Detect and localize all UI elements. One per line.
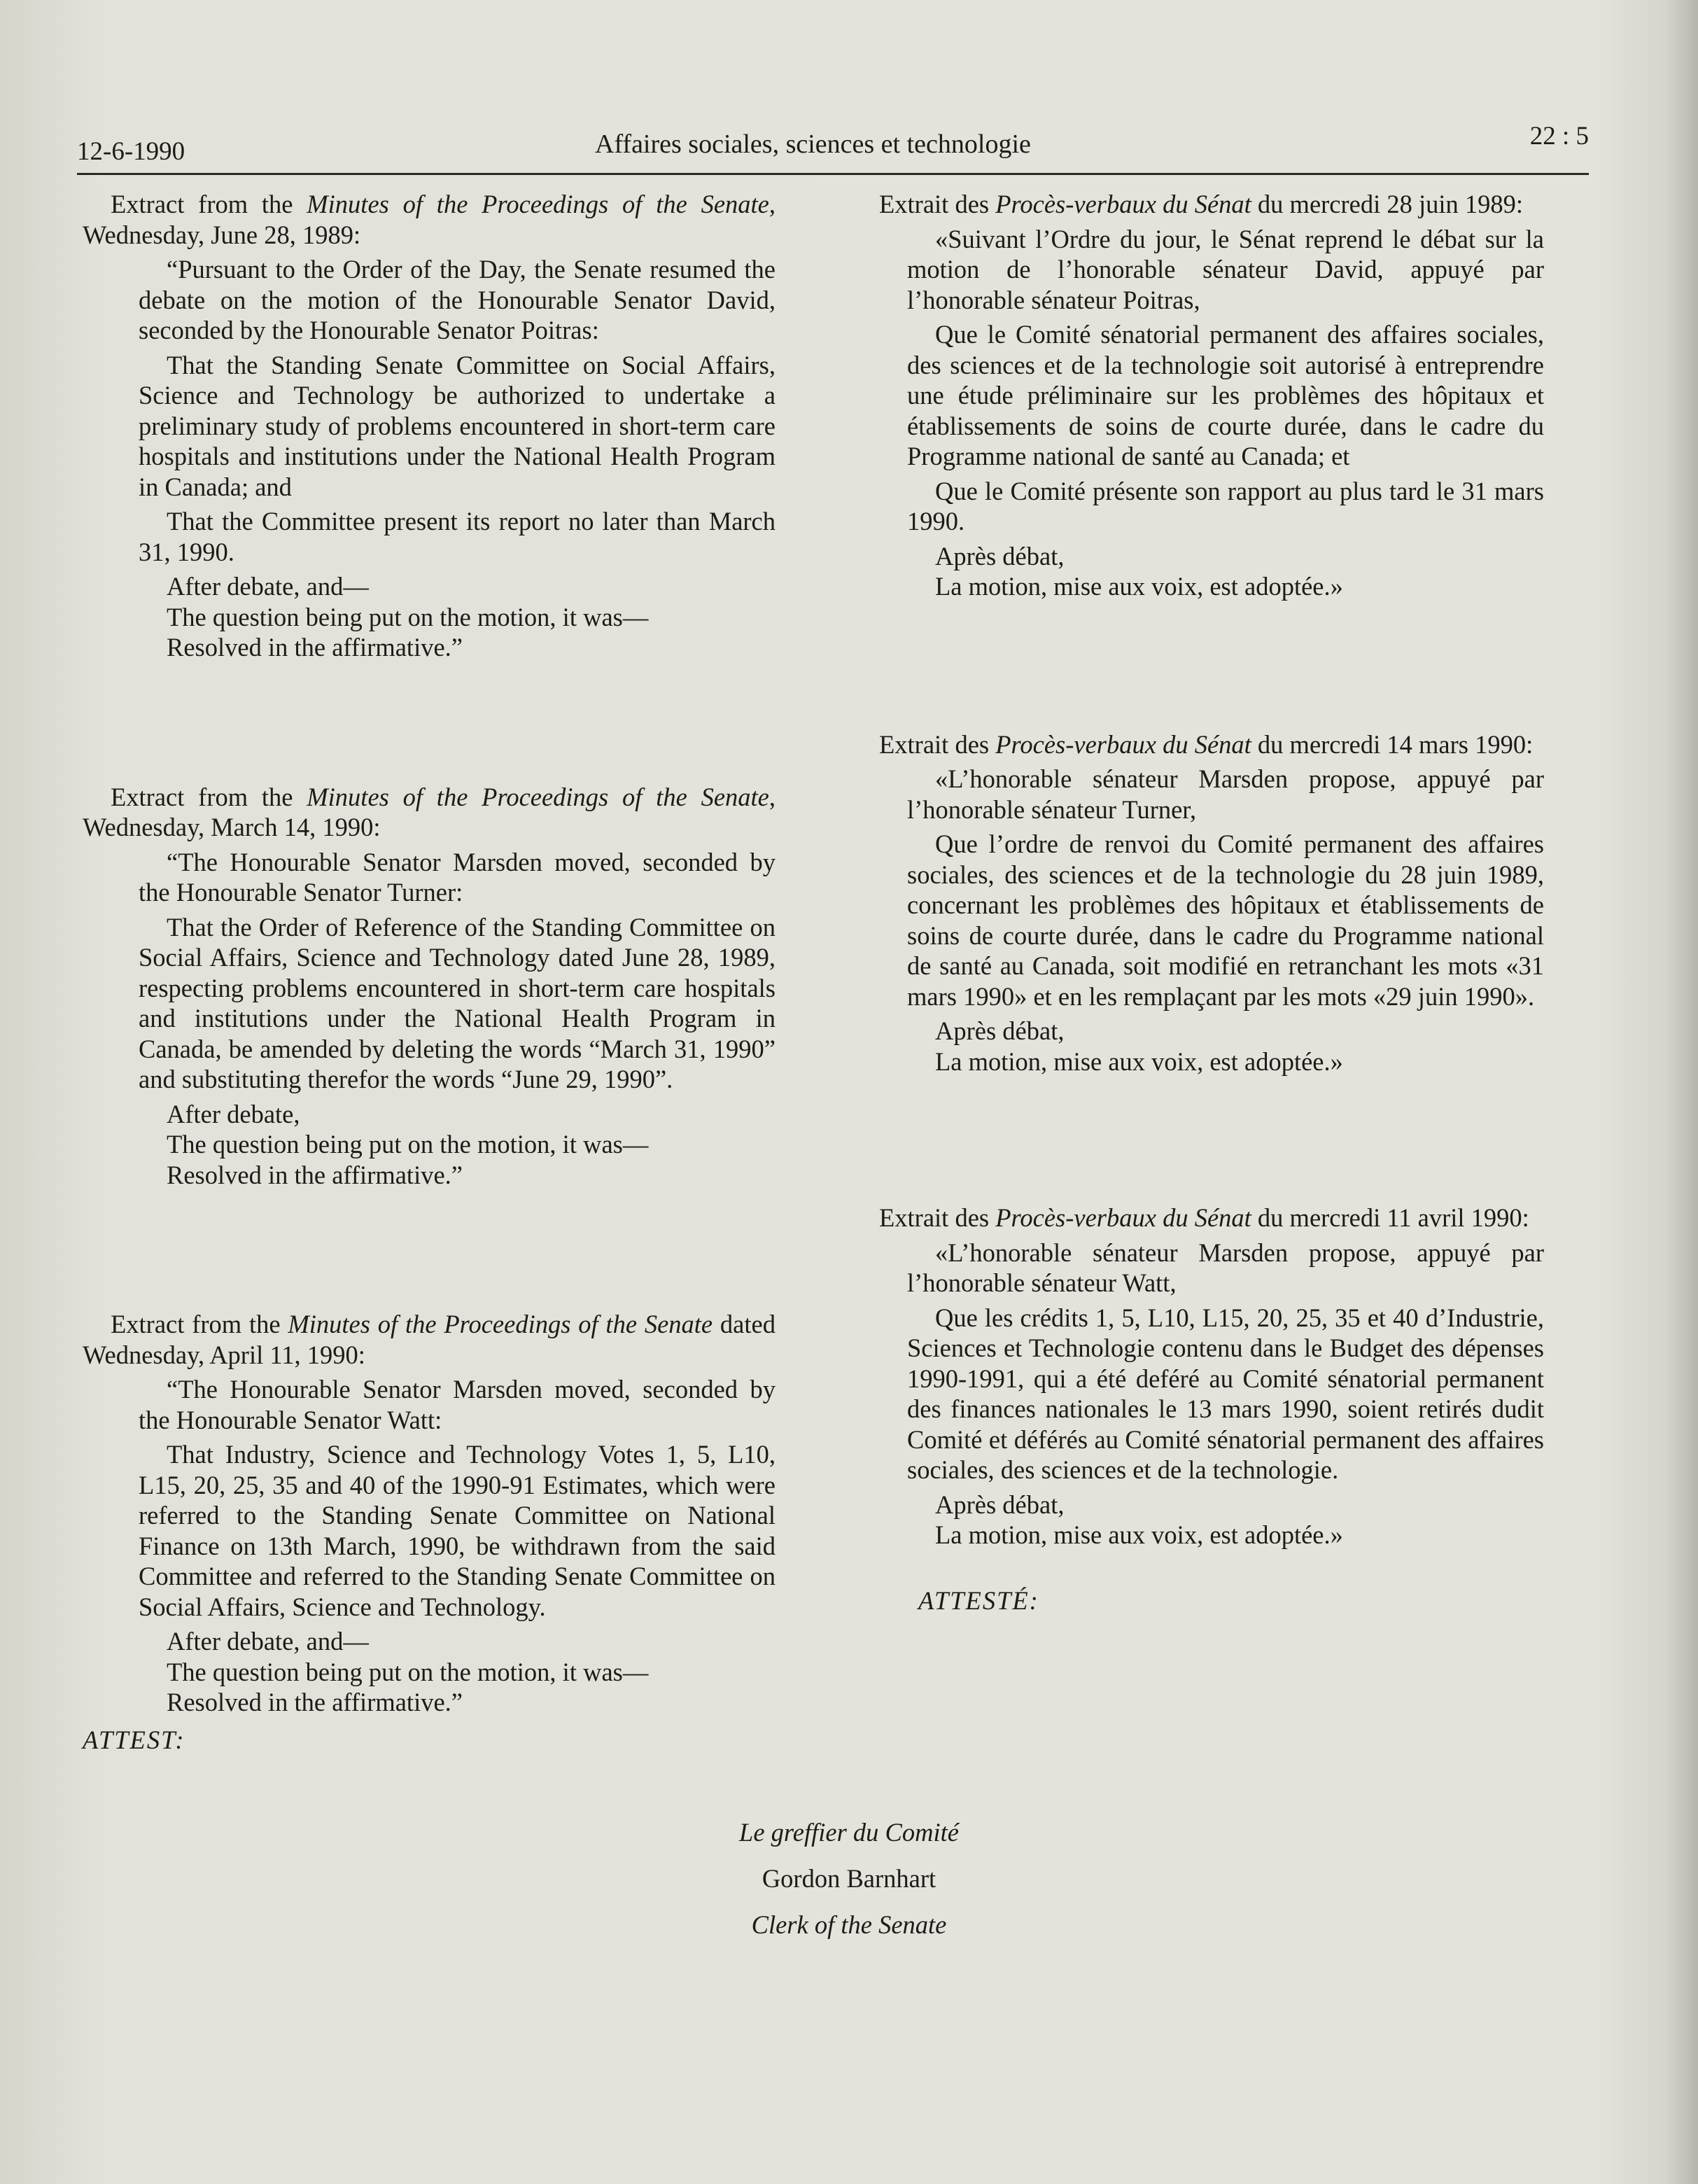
english-column: [83, 189, 776, 1755]
header-title: Affaires sociales, sciences et technologie: [595, 130, 1031, 159]
attest-label: ATTEST:: [83, 1725, 185, 1754]
header-rule: [77, 173, 1589, 175]
french-column: [851, 189, 1544, 1616]
quote-paragraph: Que les crédits 1, 5, L10, L15, 20, 25, 35 et 40 d’Industrie, Sciences et Technologie contenu dans le Budget des dépenses 1990-1991, qui a été deféré au Comité sénatorial permanent des finances nationales le 13 mars 1990, soient retirés dudit Comité et déférés au Comité sénatorial permanent des affaires sociales, des sciences et de la technologie.: [907, 1303, 1544, 1484]
closing-line: Resolved in the affirmative.”: [167, 633, 463, 662]
closing-line: Resolved in the affirmative.”: [167, 1688, 463, 1716]
attest-label: ATTESTÉ:: [918, 1586, 1039, 1615]
french-extract-3: [851, 1203, 1544, 1550]
quote-paragraph: That Industry, Science and Technology Votes 1, 5, L10, L15, 20, 25, 35 and 40 of the 1990-91 Estimates, which were referred to the Standing Senate Committee on National Finance on 13th March, 1990, be withdrawn from the said Committee and referred to the Standing Senate Committee on Social Affairs, Science and Technology.: [139, 1440, 776, 1621]
french-extract-2: [851, 729, 1544, 1077]
extract-intro: Extract from the Minutes of the Proceedings of the Senate, Wednesday, March 14, 1990:: [83, 782, 776, 841]
closing-line: Resolved in the affirmative.”: [167, 1160, 463, 1189]
running-head: [77, 112, 1589, 175]
closing-line: After debate,: [167, 1099, 300, 1128]
extract-intro: Extract from the Minutes of the Proceedings of the Senate, Wednesday, June 28, 1989:: [83, 190, 776, 249]
quote-paragraph: That the Order of Reference of the Standing Committee on Social Affairs, Science and Technology dated June 28, 1989, respecting problems encountered in short-term care hospitals and institutions under the National Health Program in Canada, be amended by deleting the words “March 31, 1990” and substituting therefor the words “June 29, 1990”.: [139, 912, 776, 1093]
english-extract-2: [83, 782, 776, 1191]
extract-intro: Extrait des Procès-verbaux du Sénat du mercredi 14 mars 1990:: [879, 729, 1534, 759]
extract-intro: Extrait des Procès-verbaux du Sénat du mercredi 11 avril 1990:: [879, 1203, 1529, 1232]
closing-line: The question being put on the motion, it was—: [167, 1657, 649, 1686]
header-page-number: 22 : 5: [1529, 122, 1589, 150]
quote-paragraph: «L’honorable sénateur Marsden propose, appuyé par l’honorable sénateur Turner,: [907, 764, 1544, 824]
closing-line: The question being put on the motion, it was—: [167, 1130, 649, 1158]
signature-block: [0, 1809, 1698, 1948]
signature-en-title: Clerk of the Senate: [751, 1910, 947, 1939]
signature-fr-title: Le greffier du Comité: [739, 1818, 959, 1847]
quote-paragraph: “The Honourable Senator Marsden moved, seconded by the Honourable Senator Watt:: [139, 1375, 776, 1434]
closing-line: After debate, and—: [167, 1627, 369, 1656]
closing-line: After debate, and—: [167, 572, 369, 601]
signature-name: Gordon Barnhart: [762, 1864, 936, 1893]
quote-paragraph: “Pursuant to the Order of the Day, the Senate resumed the debate on the motion of the Honourable Senator David, seconded by the Honourable Senator Poitras:: [139, 255, 776, 344]
english-extract-1: [83, 189, 776, 663]
quote-paragraph: Que le Comité sénatorial permanent des affaires sociales, des sciences et de la technologie soit autorisé à entreprendre une étude préliminaire sur les problèmes des hôpitaux et établissements de soins de courte durée, dans le cadre du Programme national de santé au Canada; et: [907, 320, 1544, 470]
header-date: 12-6-1990: [77, 137, 185, 166]
closing-line: The question being put on the motion, it was—: [167, 602, 649, 631]
quote-paragraph: Que l’ordre de renvoi du Comité permanent des affaires sociales, des sciences et de la technologie du 28 juin 1989, concernant les problèmes des hôpitaux et établissements de soins de courte durée, dans le cadre du Programme national de santé au Canada, soit modifié en retranchant les mots «31 mars 1990» et en les remplaçant par les mots «29 juin 1990».: [907, 830, 1544, 1011]
closing-line: La motion, mise aux voix, est adoptée.»: [935, 572, 1343, 601]
extract-intro: Extract from the Minutes of the Proceedings of the Senate dated Wednesday, April 11, 1990:: [83, 1310, 776, 1369]
quote-paragraph: «Suivant l’Ordre du jour, le Sénat reprend le débat sur la motion de l’honorable sénateur David, appuyé par l’honorable sénateur Poitras,: [907, 224, 1544, 314]
closing-line: Après débat,: [935, 541, 1065, 570]
quote-paragraph: That the Standing Senate Committee on Social Affairs, Science and Technology be authorized to undertake a preliminary study of problems encountered in short-term care hospitals and institutions under the National Health Program in Canada; and: [139, 350, 776, 501]
closing-line: Après débat,: [935, 1016, 1065, 1045]
closing-line: Après débat,: [935, 1490, 1065, 1519]
closing-line: La motion, mise aux voix, est adoptée.»: [935, 1046, 1343, 1076]
quote-paragraph: «L’honorable sénateur Marsden propose, appuyé par l’honorable sénateur Watt,: [907, 1238, 1544, 1297]
quote-paragraph: Que le Comité présente son rapport au plus tard le 31 mars 1990.: [907, 476, 1544, 536]
english-extract-3: [83, 1309, 776, 1718]
quote-paragraph: That the Committee present its report no later than March 31, 1990.: [139, 507, 776, 566]
closing-line: La motion, mise aux voix, est adoptée.»: [935, 1520, 1343, 1549]
french-extract-1: [851, 189, 1544, 602]
extract-intro: Extrait des Procès-verbaux du Sénat du mercredi 28 juin 1989:: [879, 190, 1524, 218]
quote-paragraph: “The Honourable Senator Marsden moved, seconded by the Honourable Senator Turner:: [139, 847, 776, 906]
